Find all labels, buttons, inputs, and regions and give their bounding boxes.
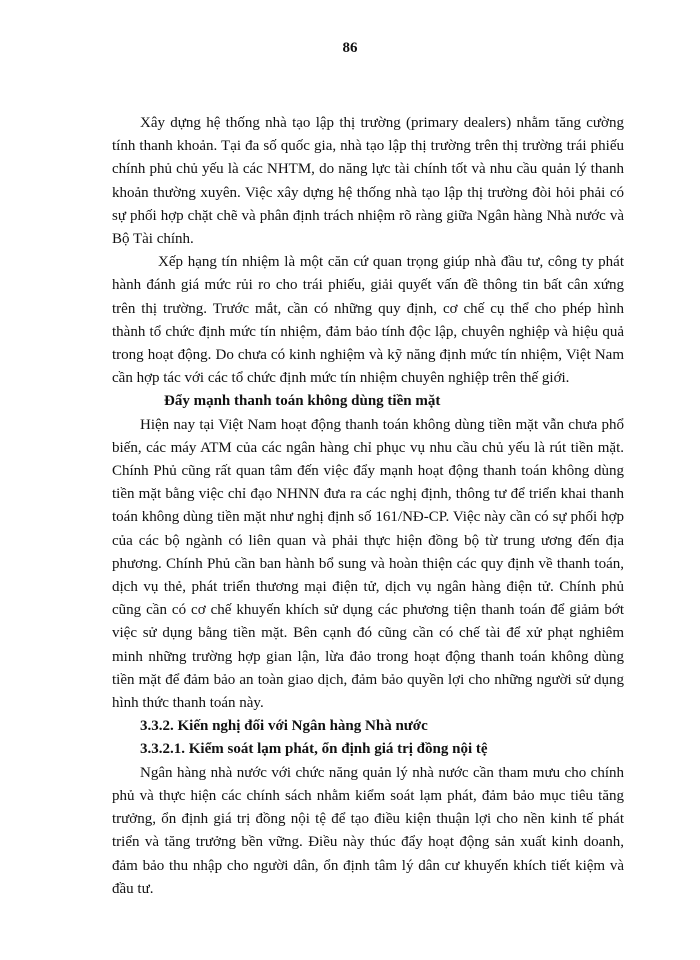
heading-section-3-3-2: 3.3.2. Kiến nghị đối với Ngân hàng Nhà nước bbox=[140, 718, 428, 735]
paragraph-cashless-payment: Hiện nay tại Việt Nam hoạt động thanh toán không dùng tiền mặt vẫn chưa phổ biến, các máy ATM của các ngân hàng chỉ phục vụ nhu cầu chủ yếu là rút tiền mặt. Chính Phủ cũng rất quan tâm đến việc đẩy mạnh hoạt động thanh toán không dùng tiền mặt bằng việc chỉ đạo NHNN đưa ra các nghị định, thông tư để triển khai thanh toán không dùng tiền mặt như nghị định số 161/NĐ-CP. Việc này cần có sự phối hợp của các bộ ngành có liên quan và phải thực hiện đồng bộ từ trung ương đến địa phương. Chính Phủ cần ban hành bổ sung và hoàn thiện các quy định về thanh toán, dịch vụ thẻ, phát triển thương mại điện tử, dịch vụ ngân hàng điện tử. Chính phủ cũng cần có cơ chế khuyến khích sử dụng các phương tiện thanh toán để giảm bớt việc sử dụng bằng tiền mặt. Bên cạnh đó cũng cần có chế tài để xử phạt nghiêm minh những trường hợp gian lận, lừa đảo trong hoạt động thanh toán không dùng tiền mặt để đảm bảo an toàn giao dịch, đảm bảo quyền lợi cho những người sử dụng hình thức thanh toán này. bbox=[112, 416, 624, 712]
heading-cashless-payment: Đẩy mạnh thanh toán không dùng tiền mặt bbox=[164, 393, 441, 410]
paragraph-credit-rating: Xếp hạng tín nhiệm là một căn cứ quan trọng giúp nhà đầu tư, công ty phát hành đánh giá mức rủi ro cho trái phiếu, giải quyết vấn đề thông tin bất cân xứng trên thị trường. Trước mắt, cần có những quy định, cơ chế cụ thể cho phép hình thành tổ chức định mức tín nhiệm, đảm bảo tính độc lập, chuyên nghiệp và hiệu quả trong hoạt động. Do chưa có kinh nghiệm và kỹ năng định mức tín nhiệm, Việt Nam cần hợp tác với các tổ chức định mức tín nhiệm chuyên nghiệp trên thế giới. bbox=[112, 254, 624, 387]
page-number: 86 bbox=[342, 40, 358, 56]
heading-section-3-3-2-1: 3.3.2.1. Kiểm soát lạm phát, ổn định giá trị đồng nội tệ bbox=[140, 741, 488, 758]
paragraph-inflation-control: Ngân hàng nhà nước với chức năng quản lý nhà nước cần tham mưu cho chính phủ và thực hiện các chính sách nhằm kiểm soát lạm phát, đảm bảo mục tiêu tăng trưởng, ổn định giá trị đồng nội tệ để tạo điều kiện thuận lợi cho nền kinh tế phát triển và tăng trưởng bền vững. Điều này thúc đẩy hoạt động sản xuất kinh doanh, đảm bảo thu nhập cho người dân, ổn định tâm lý dân cư khuyến khích tiết kiệm và đầu tư. bbox=[112, 764, 624, 897]
body-text bbox=[112, 112, 624, 901]
paragraph-primary-dealers: Xây dựng hệ thống nhà tạo lập thị trường (primary dealers) nhằm tăng cường tính thanh khoản. Tại đa số quốc gia, nhà tạo lập thị trường trên thị trường trái phiếu chính phủ chủ yếu là các NHTM, do năng lực tài chính tốt và nhu cầu quản lý thanh khoản thường xuyên. Việc xây dựng hệ thống nhà tạo lập thị trường đòi hỏi phải có sự phối hợp chặt chẽ và phân định trách nhiệm rõ ràng giữa Ngân hàng Nhà nước và Bộ Tài chính. bbox=[112, 115, 624, 248]
